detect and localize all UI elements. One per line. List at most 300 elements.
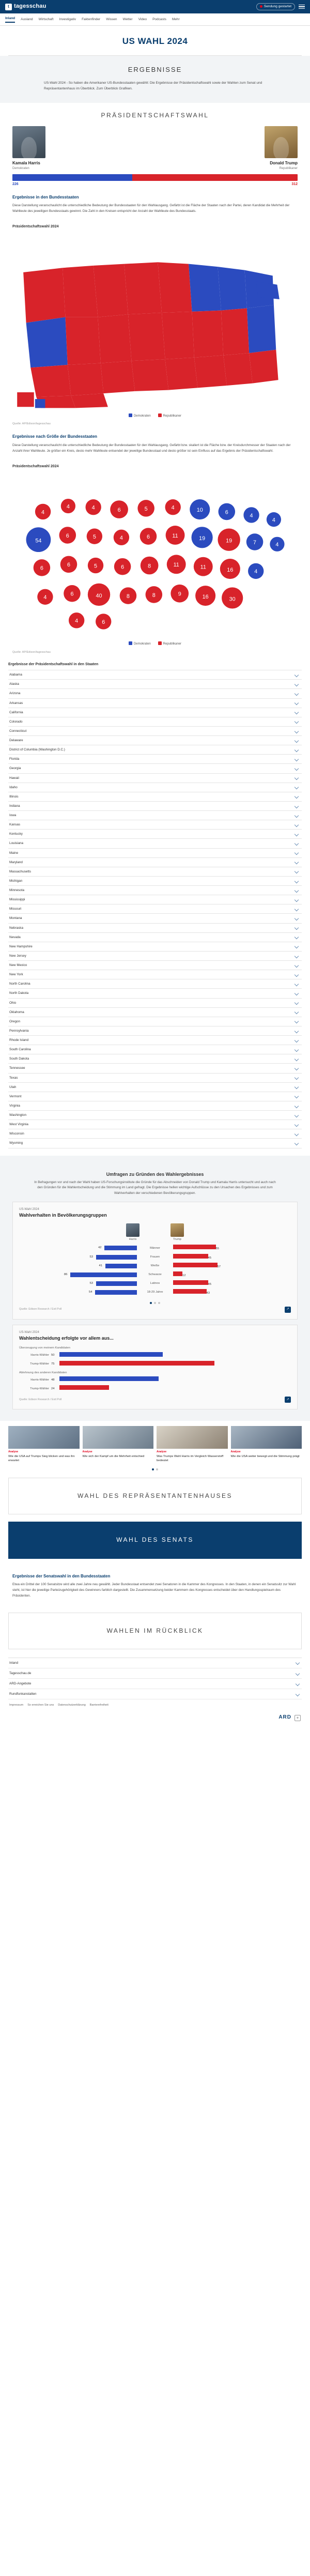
card1-left-name: Harris bbox=[129, 1237, 137, 1241]
teaser-0[interactable] bbox=[8, 1426, 80, 1463]
trump-bar bbox=[173, 1280, 208, 1285]
chevron-down-icon bbox=[296, 1671, 300, 1675]
state-accordion-row[interactable] bbox=[8, 689, 302, 698]
state-accordion-row[interactable] bbox=[8, 802, 302, 811]
harris-bar-wrap bbox=[19, 1281, 137, 1286]
row-label: Schwarze bbox=[148, 1272, 162, 1276]
svg-text:16: 16 bbox=[227, 567, 234, 574]
chevron-down-icon bbox=[295, 1057, 299, 1061]
state-accordion-row[interactable] bbox=[8, 1074, 302, 1083]
chevron-down-icon bbox=[295, 1066, 299, 1070]
state-accordion-row[interactable] bbox=[8, 680, 302, 689]
state-accordion-row[interactable] bbox=[8, 764, 302, 773]
teaser-3[interactable] bbox=[231, 1426, 302, 1463]
state-label: Wisconsin bbox=[9, 1132, 24, 1136]
trump-value: 45 bbox=[208, 1282, 211, 1286]
harris-name: Kamala Harris bbox=[12, 161, 40, 166]
svg-text:5: 5 bbox=[94, 563, 98, 570]
state-accordion-row[interactable] bbox=[8, 942, 302, 952]
chevron-down-icon bbox=[295, 1019, 299, 1023]
legend2-dem: Demokraten bbox=[129, 641, 151, 647]
state-accordion-row[interactable] bbox=[8, 774, 302, 783]
chevron-down-icon bbox=[295, 1038, 299, 1042]
state-accordion-row[interactable] bbox=[8, 1083, 302, 1092]
teaser-carousel-dots[interactable] bbox=[0, 1465, 310, 1470]
state-label: Hawaii bbox=[9, 776, 19, 780]
state-label: Iowa bbox=[9, 814, 17, 818]
card1-title: Wahlverhalten in Bevölkerungsgruppen bbox=[19, 1213, 107, 1218]
motivation-bar-wrap bbox=[59, 1361, 291, 1368]
card2-kicker: US-Wahl 2024 bbox=[19, 1330, 39, 1334]
state-label: Wyoming bbox=[9, 1141, 23, 1145]
demographic-row bbox=[19, 1245, 291, 1251]
demographic-row bbox=[19, 1289, 291, 1296]
svg-text:8: 8 bbox=[148, 563, 151, 570]
card2-footer bbox=[19, 1394, 291, 1403]
chevron-down-icon bbox=[295, 738, 299, 742]
teaser-1-tag: Analyse bbox=[82, 1450, 92, 1454]
state-label: Texas bbox=[9, 1076, 18, 1080]
map2-heading: Ergebnisse nach Größe der Bundesstaaten bbox=[12, 434, 98, 439]
map2-source: Quelle: AP/Edison/tagesschau bbox=[12, 651, 51, 654]
svg-text:40: 40 bbox=[96, 592, 102, 599]
electoral-bar-dem bbox=[12, 174, 132, 181]
us-bubble-svg bbox=[9, 472, 301, 640]
svg-text:11: 11 bbox=[173, 562, 179, 569]
state-accordion-row[interactable] bbox=[8, 1054, 302, 1064]
harris-bar bbox=[105, 1264, 137, 1268]
trump-value: 55 bbox=[215, 1247, 219, 1251]
motivation-row bbox=[19, 1352, 291, 1359]
svg-text:6: 6 bbox=[70, 591, 74, 597]
svg-text:4: 4 bbox=[75, 618, 79, 624]
plus-icon[interactable]: + bbox=[295, 1715, 301, 1721]
state-accordion-row[interactable] bbox=[8, 717, 302, 727]
state-label: Kentucky bbox=[9, 832, 23, 836]
banner-rueckblick[interactable]: WAHLEN IM RÜCKBLICK bbox=[8, 1613, 302, 1649]
us-map-svg bbox=[9, 233, 301, 412]
teaser-row bbox=[0, 1421, 310, 1465]
chevron-down-icon bbox=[295, 1076, 299, 1080]
card2-rows-group1 bbox=[19, 1352, 291, 1368]
nav-item-1[interactable]: Ausland bbox=[21, 18, 33, 21]
motivation-bar bbox=[59, 1352, 163, 1357]
map1-legend bbox=[9, 412, 301, 419]
electoral-bar-wrap bbox=[0, 171, 310, 187]
nav-item-3[interactable]: Investigativ bbox=[59, 18, 76, 21]
state-accordion-row[interactable] bbox=[8, 1045, 302, 1054]
chevron-down-icon bbox=[295, 926, 299, 930]
main-nav bbox=[0, 13, 310, 26]
state-label: Nebraska bbox=[9, 926, 23, 930]
electoral-explainer-title: Ergebnisse in den Bundesstaaten bbox=[12, 194, 79, 200]
svg-text:4: 4 bbox=[171, 504, 175, 511]
trump-bar bbox=[173, 1271, 182, 1276]
chevron-down-icon bbox=[295, 757, 299, 761]
motivation-label: Harris-Wähler bbox=[30, 1354, 49, 1357]
harris-bar-wrap bbox=[19, 1255, 137, 1260]
electoral-explainer bbox=[0, 187, 310, 221]
svg-text:6: 6 bbox=[67, 562, 70, 569]
card2-group2-label: Ablehnung des anderen Kandidaten bbox=[19, 1371, 67, 1374]
chevron-down-icon bbox=[295, 935, 299, 939]
state-label: District of Columbia (Washington D.C.) bbox=[9, 748, 65, 752]
state-label: Arizona bbox=[9, 692, 21, 696]
state-label: Pennsylvania bbox=[9, 1029, 29, 1033]
map1-source: Quelle: AP/Edison/tagesschau bbox=[12, 422, 51, 426]
motivation-value: 48 bbox=[51, 1378, 55, 1382]
chevron-down-icon bbox=[295, 710, 299, 714]
harris-bar-wrap bbox=[19, 1264, 137, 1268]
svg-text:4: 4 bbox=[41, 509, 45, 516]
card2-group1-label: Überzeugung von meinem Kandidaten bbox=[19, 1346, 70, 1350]
nav-item-0[interactable]: Inland bbox=[5, 16, 15, 23]
states-accordion-heading: Ergebnisse der Präsidentschaftswahl in den Staaten bbox=[8, 663, 99, 667]
chevron-down-icon bbox=[295, 682, 299, 686]
state-label: Colorado bbox=[9, 719, 23, 724]
chevron-down-icon bbox=[295, 982, 299, 986]
map2-explainer bbox=[0, 426, 310, 460]
state-accordion-row[interactable] bbox=[8, 858, 302, 867]
trump-bar-wrap bbox=[173, 1289, 291, 1296]
state-accordion-row[interactable] bbox=[8, 1111, 302, 1120]
live-dot-icon bbox=[260, 5, 262, 8]
svg-text:6: 6 bbox=[117, 507, 121, 513]
state-accordion-row[interactable] bbox=[8, 877, 302, 886]
teaser-2[interactable] bbox=[157, 1426, 228, 1463]
chevron-down-icon bbox=[295, 692, 299, 696]
nav-item-7[interactable]: Video bbox=[138, 18, 147, 21]
surveys-sub: In Befragungen vor und nach der Wahl haben US-Forschungsinstitute die Gründe für das Abschneiden von Donald Trump und Kamala Harris untersucht und auch nach den Gründen für die Wahlentscheidung und die Stimmung im Land gefragt. Die Ergebnisse hellen wichtige Aufschlüsse zu den Ursachen des Ergebnisses und zum Wahlverhalten der verschiedenen Bevölkerungsgruppen. bbox=[34, 1180, 276, 1195]
chevron-down-icon bbox=[295, 1001, 299, 1005]
state-accordion-row[interactable] bbox=[8, 961, 302, 970]
chevron-down-icon bbox=[295, 766, 299, 771]
state-label: South Carolina bbox=[9, 1048, 31, 1052]
banner-senat[interactable]: WAHL DES SENATS bbox=[8, 1522, 302, 1558]
state-accordion-row[interactable] bbox=[8, 745, 302, 755]
svg-text:6: 6 bbox=[40, 565, 43, 572]
share-icon[interactable]: ↗ bbox=[285, 1307, 291, 1313]
nav-item-9[interactable]: Mehr bbox=[172, 18, 180, 21]
card1-source: Quelle: Edison Research / Exit Poll bbox=[19, 1307, 62, 1311]
svg-text:8: 8 bbox=[126, 593, 130, 600]
map2-legend bbox=[9, 640, 301, 647]
harris-bar bbox=[70, 1272, 137, 1277]
svg-text:6: 6 bbox=[146, 534, 150, 541]
state-accordion-row[interactable] bbox=[8, 867, 302, 877]
menu-button[interactable] bbox=[299, 5, 305, 9]
harris-value: 53 bbox=[89, 1281, 93, 1285]
state-accordion-row[interactable] bbox=[8, 1064, 302, 1073]
chevron-down-icon bbox=[296, 1661, 300, 1665]
trump-bar bbox=[173, 1254, 208, 1259]
teaser-1[interactable] bbox=[83, 1426, 154, 1463]
svg-text:19: 19 bbox=[226, 538, 233, 544]
state-label: Connecticut bbox=[9, 729, 27, 733]
card1-kicker: US-Wahl 2024 bbox=[19, 1207, 39, 1211]
chevron-down-icon bbox=[295, 879, 299, 883]
chevron-down-icon bbox=[295, 851, 299, 855]
card2-rows-group2 bbox=[19, 1376, 291, 1392]
state-accordion-row[interactable] bbox=[8, 1017, 302, 1026]
chevron-down-icon bbox=[295, 869, 299, 873]
footer-link-1[interactable] bbox=[8, 1668, 302, 1679]
teaser-0-image bbox=[8, 1426, 80, 1449]
trump-value: 12 bbox=[182, 1274, 186, 1277]
trump-party: Republikaner bbox=[279, 166, 298, 170]
svg-text:4: 4 bbox=[43, 594, 47, 601]
nav-item-4[interactable]: Faktenfinder bbox=[82, 18, 101, 21]
state-label: Oklahoma bbox=[9, 1010, 24, 1014]
state-accordion-row[interactable] bbox=[8, 914, 302, 923]
svg-text:6: 6 bbox=[225, 509, 228, 516]
motivation-bar bbox=[59, 1361, 214, 1366]
svg-text:54: 54 bbox=[35, 538, 42, 544]
state-label: Oregon bbox=[9, 1019, 21, 1023]
state-label: Mississippi bbox=[9, 898, 25, 902]
footer-meta-2[interactable]: Datenschutzerklärung bbox=[58, 1704, 86, 1707]
chevron-down-icon bbox=[295, 991, 299, 995]
state-label: Arkansas bbox=[9, 701, 23, 705]
live-label: Sendung gestartet bbox=[264, 5, 291, 9]
tagesschau-logo-icon: t bbox=[5, 4, 12, 10]
harris-bar-wrap bbox=[19, 1246, 137, 1250]
footer-link-3[interactable] bbox=[8, 1689, 302, 1699]
harris-bar bbox=[95, 1290, 137, 1295]
state-accordion-row[interactable] bbox=[8, 1008, 302, 1017]
us-map-choropleth[interactable] bbox=[0, 231, 310, 422]
svg-text:11: 11 bbox=[172, 532, 178, 539]
motivation-bar-wrap bbox=[59, 1352, 291, 1359]
share-icon-2[interactable]: ↗ bbox=[285, 1397, 291, 1403]
state-accordion-row[interactable] bbox=[8, 1036, 302, 1045]
surveys-heading: Umfragen zu Gründen des Wahlergebnisses bbox=[106, 1171, 204, 1177]
harris-value: 42 bbox=[98, 1246, 102, 1250]
state-accordion-row[interactable] bbox=[8, 1026, 302, 1036]
state-label: New Jersey bbox=[9, 954, 26, 958]
footer-meta-0[interactable]: Impressum bbox=[9, 1704, 24, 1707]
us-map-bubbles[interactable] bbox=[0, 470, 310, 650]
motivation-label: Trump-Wähler bbox=[30, 1362, 49, 1366]
state-accordion-row[interactable] bbox=[8, 1120, 302, 1129]
state-label: Louisiana bbox=[9, 841, 23, 846]
state-label: Missouri bbox=[9, 907, 22, 911]
trump-thumb bbox=[171, 1223, 184, 1237]
state-accordion-row[interactable] bbox=[8, 1101, 302, 1111]
chevron-down-icon bbox=[295, 888, 299, 892]
footer-link-0[interactable] bbox=[8, 1658, 302, 1668]
state-accordion-row[interactable] bbox=[8, 792, 302, 802]
card1-footer bbox=[19, 1304, 291, 1313]
state-label: Florida bbox=[9, 757, 20, 761]
footer-link-0-label: Inland bbox=[9, 1661, 19, 1665]
footer-link-3-label: Rundfunkanstalten bbox=[9, 1692, 37, 1696]
svg-text:11: 11 bbox=[200, 564, 206, 571]
state-accordion-row[interactable] bbox=[8, 979, 302, 989]
state-accordion-row[interactable] bbox=[8, 699, 302, 708]
state-label: Kansas bbox=[9, 823, 21, 827]
state-accordion-row[interactable] bbox=[8, 989, 302, 998]
state-accordion-row[interactable] bbox=[8, 708, 302, 717]
row-label: Weiße bbox=[150, 1264, 160, 1267]
chevron-down-icon bbox=[295, 963, 299, 967]
brand-logo-group[interactable] bbox=[5, 3, 47, 11]
state-accordion-row[interactable] bbox=[8, 830, 302, 839]
state-accordion-row[interactable] bbox=[8, 924, 302, 933]
card1-carousel-dots[interactable] bbox=[19, 1298, 291, 1304]
state-label: Idaho bbox=[9, 785, 18, 789]
states-accordion bbox=[8, 670, 302, 1148]
trump-portrait bbox=[265, 126, 298, 158]
card2-source: Quelle: Edison Research / Exit Poll bbox=[19, 1398, 62, 1401]
motivation-value: 75 bbox=[51, 1362, 55, 1366]
footer-meta-1[interactable]: So erreichen Sie uns bbox=[27, 1704, 54, 1707]
svg-text:6: 6 bbox=[121, 564, 125, 571]
harris-portrait bbox=[12, 126, 45, 158]
state-label: Michigan bbox=[9, 879, 23, 883]
banner-repraesentantenhaus[interactable]: WAHL DES REPRÄSENTANTENHAUSES bbox=[8, 1478, 302, 1514]
chevron-down-icon bbox=[295, 701, 299, 705]
chevron-down-icon bbox=[295, 785, 299, 789]
card2-title: Wahlentscheidung erfolgte vor allem aus... bbox=[19, 1336, 114, 1341]
footer-meta-3[interactable]: Barrierefreiheit bbox=[89, 1704, 109, 1707]
state-accordion-row[interactable] bbox=[8, 849, 302, 858]
state-accordion-row[interactable] bbox=[8, 783, 302, 792]
harris-thumb bbox=[126, 1223, 140, 1237]
trump-name: Donald Trump bbox=[270, 161, 298, 166]
senat-explainer-title: Ergebnisse der Senatswahl in den Bundesstaaten bbox=[12, 1573, 111, 1578]
teaser-2-image bbox=[157, 1426, 228, 1449]
chevron-down-icon bbox=[295, 719, 299, 724]
svg-text:5: 5 bbox=[144, 505, 148, 512]
candidate-harris bbox=[12, 126, 144, 171]
chevron-down-icon bbox=[295, 898, 299, 902]
state-accordion-row[interactable] bbox=[8, 886, 302, 895]
svg-text:6: 6 bbox=[66, 532, 69, 539]
state-accordion-row[interactable] bbox=[8, 1139, 302, 1148]
senat-explainer-body: Etwa ein Drittel der 100 Senatsitze wird alle zwei Jahre neu gewählt. Jeder Bundesstaat entsendet zwei Senatoren in die Kammer des Kongresses. In den Staaten, in denen ein Senatssitz zur Wahl steht, ist hier die jeweilige Parteizugehörigkeit des Gewinners farblich dargestellt. Die Zusammensetzung beider Kammern des Kongresses entscheidet über den Handlungsspielraum des Präsidenten. bbox=[12, 1583, 296, 1598]
svg-text:30: 30 bbox=[229, 596, 236, 603]
chevron-down-icon bbox=[295, 748, 299, 752]
state-accordion-row[interactable] bbox=[8, 1092, 302, 1101]
ergebnisse-section bbox=[0, 56, 310, 103]
live-status-pill[interactable] bbox=[256, 3, 295, 10]
teaser-3-tag: Analyse bbox=[230, 1450, 241, 1454]
teaser-2-tag: Analyse bbox=[157, 1450, 167, 1454]
map2-body: Diese Darstellung veranschaulicht die unterschiedliche Bedeutung der Bundesstaaten für den Wahlausgang. Gefärbt bzw. skaliert ist die Fläche bzw. der Kreisdurchmesser der Staaten nach der Anzahl ihrer Wahlleute. Je größer ein Kreis, desto mehr Wahlleute entsendet der jeweilige Bundesstaat und desto größer ist sein Einfluss auf das Ergebnis der Präsidentschaftswahl. bbox=[12, 443, 291, 453]
chevron-down-icon bbox=[295, 776, 299, 780]
top-bar-right bbox=[256, 3, 305, 10]
state-accordion-row[interactable] bbox=[8, 670, 302, 680]
harris-value: 54 bbox=[89, 1290, 92, 1294]
motivation-row bbox=[19, 1385, 291, 1392]
state-accordion-row[interactable] bbox=[8, 904, 302, 914]
state-label: Alaska bbox=[9, 682, 19, 686]
state-accordion-row[interactable] bbox=[8, 895, 302, 904]
electoral-bar bbox=[12, 174, 298, 181]
footer-link-2-label: ARD-Angebote bbox=[9, 1682, 32, 1686]
chevron-down-icon bbox=[295, 1123, 299, 1127]
legend2-rep: Republikaner bbox=[158, 641, 181, 647]
harris-bar-wrap bbox=[19, 1290, 137, 1295]
state-accordion-row[interactable] bbox=[8, 727, 302, 736]
state-label: Ohio bbox=[9, 1001, 17, 1005]
ergebnisse-lead: US-Wahl 2024 - So haben die Amerikaner US-Bundesstaaten gewählt: Die Ergebnisse der Präsidentschaftswahl sowie der Wahlen zum Senat und Repräsentantenhaus im Überblick. Zum Überblick Grafiken. bbox=[44, 81, 262, 90]
svg-text:4: 4 bbox=[91, 504, 95, 511]
survey-card-motivation bbox=[12, 1325, 298, 1410]
state-accordion-row[interactable] bbox=[8, 811, 302, 820]
svg-text:19: 19 bbox=[199, 535, 206, 542]
state-label: Alabama bbox=[9, 673, 22, 677]
state-accordion-row[interactable] bbox=[8, 820, 302, 830]
card1-trump-head bbox=[171, 1223, 184, 1242]
surveys-section bbox=[0, 1156, 310, 1421]
state-accordion-row[interactable] bbox=[8, 1129, 302, 1139]
trump-bar bbox=[173, 1245, 216, 1249]
card1-harris-head bbox=[126, 1223, 140, 1242]
state-label: Indiana bbox=[9, 804, 20, 808]
svg-text:8: 8 bbox=[152, 592, 156, 599]
nav-item-6[interactable]: Wetter bbox=[122, 18, 133, 21]
motivation-bar-wrap bbox=[59, 1376, 291, 1383]
footer-link-2[interactable] bbox=[8, 1679, 302, 1689]
harris-electors: 226 bbox=[12, 182, 19, 186]
teaser-2-title: Was Trumps Wahl Harris im Vergleich Wasserstoff bedeutet bbox=[157, 1454, 224, 1463]
harris-value: 41 bbox=[99, 1264, 102, 1267]
harris-value: 86 bbox=[64, 1272, 68, 1276]
chevron-down-icon bbox=[295, 860, 299, 864]
svg-text:16: 16 bbox=[202, 594, 209, 601]
harris-bar bbox=[96, 1255, 137, 1260]
state-accordion-row[interactable] bbox=[8, 736, 302, 745]
survey-card-demographics bbox=[12, 1202, 298, 1320]
svg-text:4: 4 bbox=[272, 517, 275, 524]
svg-text:7: 7 bbox=[253, 539, 257, 546]
motivation-label: Trump-Wähler bbox=[30, 1387, 49, 1390]
trump-value: 45 bbox=[208, 1256, 211, 1260]
candidate-trump bbox=[166, 126, 298, 171]
footer-meta-links bbox=[0, 1699, 310, 1710]
svg-text:4: 4 bbox=[119, 535, 123, 542]
nav-item-5[interactable]: Wissen bbox=[106, 18, 117, 21]
motivation-bar bbox=[59, 1376, 159, 1381]
trump-value: 57 bbox=[217, 1265, 221, 1268]
row-label: Frauen bbox=[150, 1255, 160, 1259]
state-label: Virginia bbox=[9, 1103, 20, 1108]
state-accordion-row[interactable] bbox=[8, 999, 302, 1008]
trump-bar-wrap bbox=[173, 1245, 291, 1251]
legend-dem: Demokraten bbox=[129, 413, 151, 419]
row-label: Männer bbox=[150, 1246, 160, 1250]
svg-text:5: 5 bbox=[92, 534, 96, 541]
chevron-down-icon bbox=[295, 804, 299, 808]
map2-title: Präsidentschaftswahl 2024 bbox=[12, 464, 59, 468]
motivation-label: Harris-Wähler bbox=[30, 1378, 49, 1382]
electoral-explainer-body: Diese Darstellung veranschaulicht die unterschiedliche Bedeutung der Bundesstaaten für den Wahlausgang. Gefärbt ist die Fläche der Staaten nach der Partei, deren Kandidat die Mehrheit der Wahlleute des jeweiligen Bundesstaats gewinnt. Die Zahl in den Kreisen entspricht der Anzahl der Wahlleute des Bundesstaats. bbox=[12, 204, 290, 213]
chevron-down-icon bbox=[295, 1085, 299, 1089]
motivation-value: 50 bbox=[51, 1354, 55, 1357]
nav-item-8[interactable]: Podcasts bbox=[152, 18, 166, 21]
ergebnisse-heading: ERGEBNISSE bbox=[128, 66, 182, 74]
state-accordion-row[interactable] bbox=[8, 839, 302, 848]
state-accordion-row[interactable] bbox=[8, 933, 302, 942]
state-accordion-row[interactable] bbox=[8, 755, 302, 764]
chevron-down-icon bbox=[295, 1141, 299, 1145]
state-accordion-row[interactable] bbox=[8, 952, 302, 961]
nav-item-2[interactable]: Wirtschaft bbox=[38, 18, 54, 21]
state-accordion-row[interactable] bbox=[8, 970, 302, 979]
state-label: Montana bbox=[9, 916, 22, 921]
